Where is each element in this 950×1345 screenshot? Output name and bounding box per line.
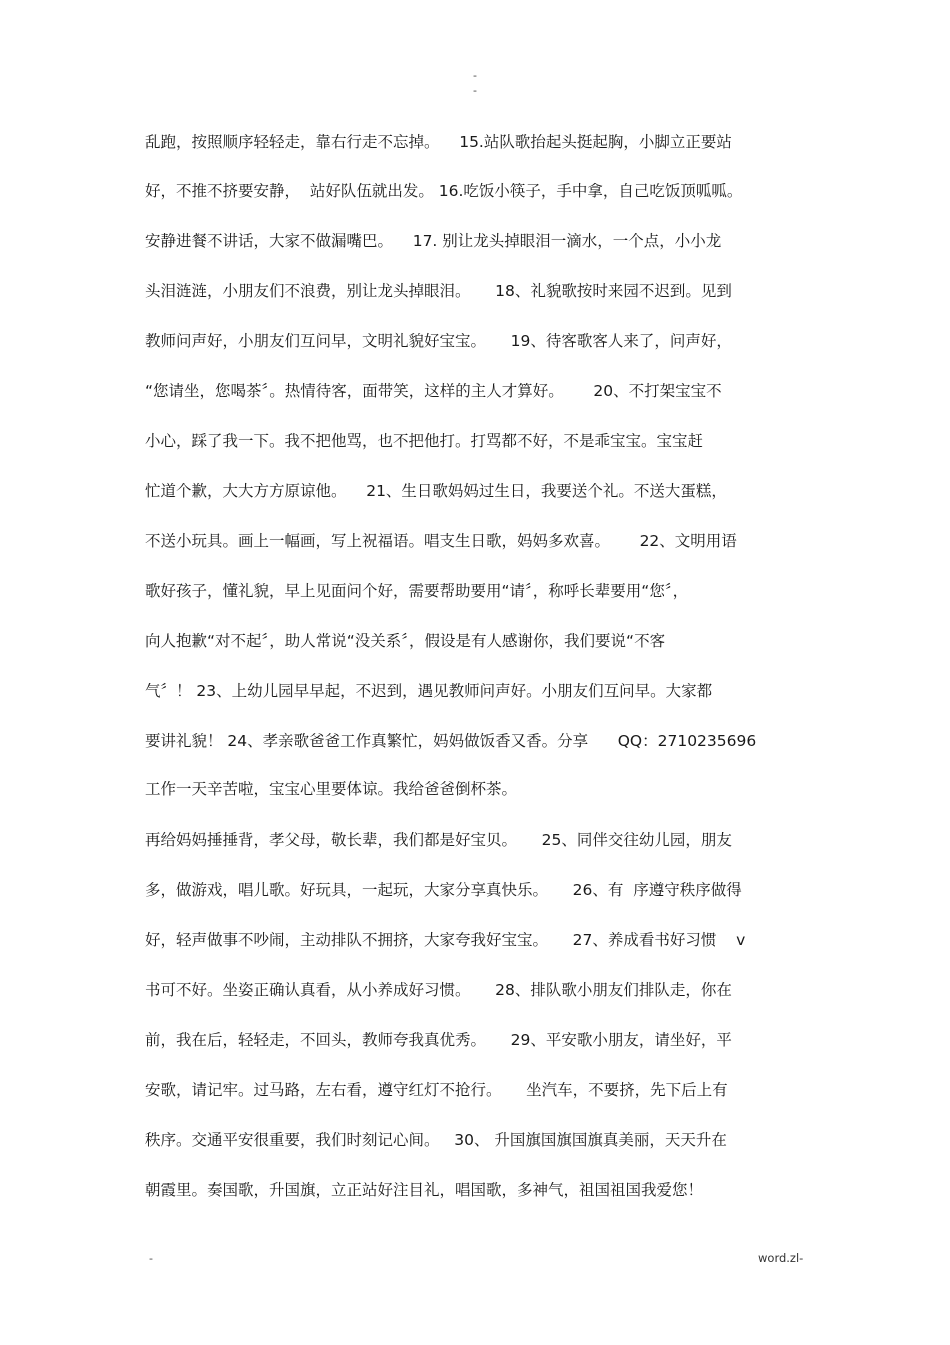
text-line: 要讲礼貌！ 24、孝亲歌爸爸工作真繁忙，妈妈做饭香又香。分享 QQ：2710235696 [145, 732, 757, 750]
text-line: 歌好孩子，懂礼貌，早上见面问个好，需要帮助要用“请〞，称呼长辈要用“您〞， [145, 582, 689, 600]
text-line: 向人抱歉“对不起〞，助人常说“没关系〞，假设是有人感谢你，我们要说“不客 [145, 632, 666, 650]
text-line: 忙道个歉，大大方方原谅他。 21、生日歌妈妈过生日，我要送个礼。不送大蛋糕， [145, 482, 727, 500]
text-line: 好，不推不挤要安静， 站好队伍就出发。 16.吃饭小筷子，手中拿，自己吃饭顶呱呱。 [145, 182, 743, 200]
footer-source: word.zl- [758, 1251, 804, 1265]
text-line: 不送小玩具。画上一幅画，写上祝福语。唱支生日歌，妈妈多欢喜。 22、文明用语 [145, 532, 737, 550]
text-line: 安静进餐不讲话，大家不做漏嘴巴。 17. 别让龙头掉眼泪一滴水，一个点，小小龙 [145, 232, 722, 250]
text-line: “您请坐，您喝茶〞。热情待客，面带笑，这样的主人才算好。 20、不打架宝宝不 [145, 382, 722, 400]
header-mark: - [473, 84, 477, 97]
text-line: 书可不好。坐姿正确认真看，从小养成好习惯。 28、排队歌小朋友们排队走，你在 [145, 981, 732, 999]
text-line: 头泪涟涟，小朋友们不浪费，别让龙头掉眼泪。 18、礼貌歌按时来园不迟到。见到 [145, 282, 732, 300]
text-line: 教师问声好，小朋友们互问早，文明礼貌好宝宝。 19、待客歌客人来了，问声好， [145, 332, 732, 350]
text-line: 安歌，请记牢。过马路，左右看，遵守红灯不抢行。 坐汽车，不要挤，先下后上有 [145, 1081, 728, 1099]
footer-left-mark: - [149, 1252, 153, 1265]
text-line: 多，做游戏，唱儿歌。好玩具，一起玩，大家分享真快乐。 26、有 序遵守秩序做得 [145, 881, 742, 899]
text-line: 气〞！ 23、上幼儿园早早起，不迟到，遇见教师问声好。小朋友们互问早。大家都 [145, 682, 713, 700]
text-line: 秩序。交通平安很重要，我们时刻记心间。 30、 升国旗国旗国旗真美丽，天天升在 [145, 1131, 727, 1149]
text-line: 前，我在后，轻轻走，不回头，教师夸我真优秀。 29、平安歌小朋友，请坐好，平 [145, 1031, 732, 1049]
text-line: 好，轻声做事不吵闹，主动排队不拥挤，大家夸我好宝宝。 27、养成看书好习惯 v [145, 931, 746, 949]
text-line: 工作一天辛苦啦，宝宝心里要体谅。我给爸爸倒杯茶。 [145, 780, 518, 798]
text-line: 小心，踩了我一下。我不把他骂，也不把他打。打骂都不好，不是乖宝宝。宝宝赶 [145, 432, 704, 450]
text-line: 再给妈妈捶捶背，孝父母，敬长辈，我们都是好宝贝。 25、同伴交往幼儿园，朋友 [145, 831, 732, 849]
text-line: 乱跑，按照顺序轻轻走，靠右行走不忘掉。 15.站队歌抬起头挺起胸，小脚立正要站 [145, 133, 732, 151]
text-line: 朝霞里。奏国歌，升国旗，立正站好注目礼，唱国歌，多神气，祖国祖国我爱您！ [145, 1181, 704, 1199]
header-mark: - [473, 69, 477, 82]
